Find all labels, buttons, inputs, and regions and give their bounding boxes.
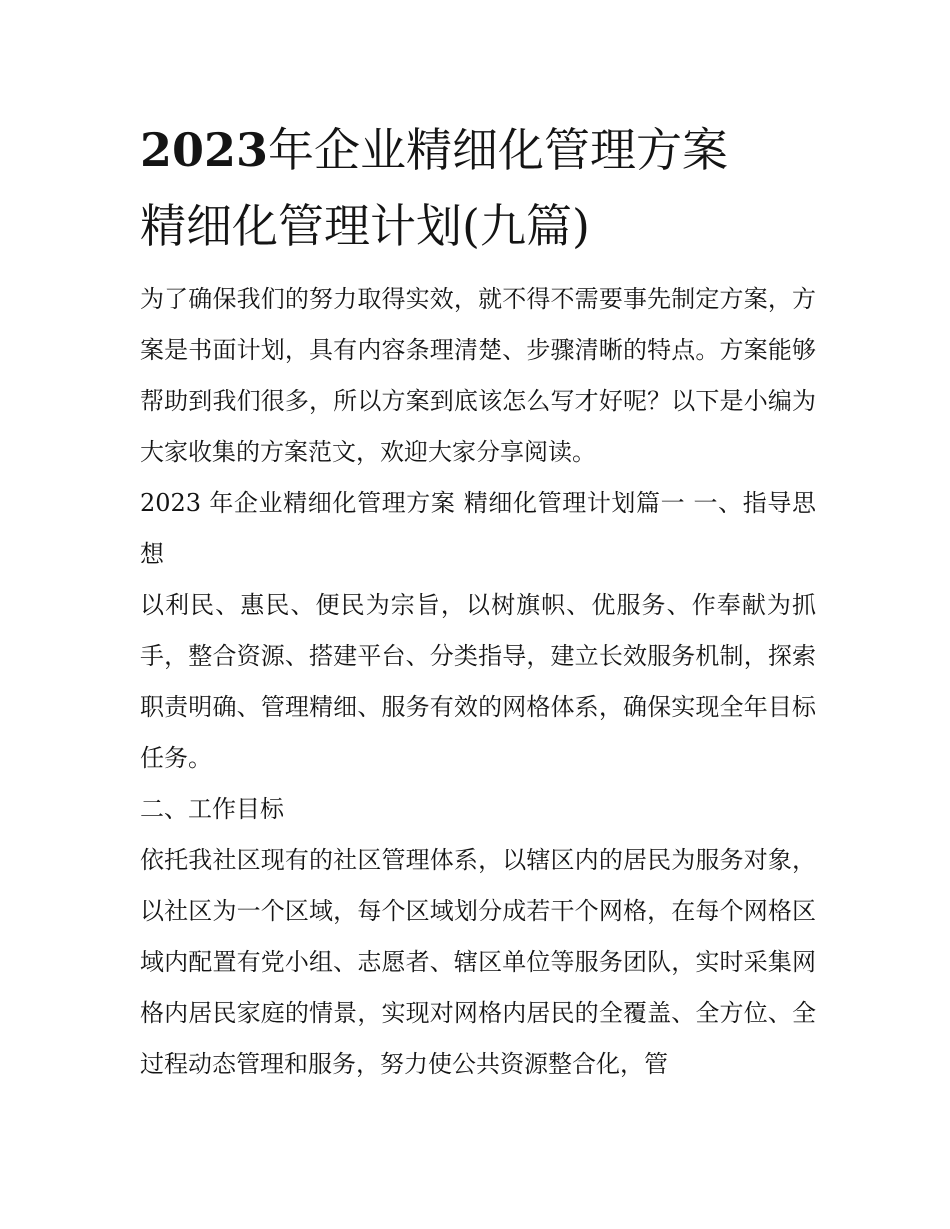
section-heading-work-goals: 二、工作目标 [140,795,284,823]
section-heading-guiding-ideology: 2023 年企业精细化管理方案 精细化管理计划篇一 一、指导思想 [140,489,816,568]
guiding-ideology-paragraph: 以利民、惠民、便民为宗旨，以树旗帜、优服务、作奉献为抓手，整合资源、搭建平台、分类指导，建立长效服务机制，探索职责明确、管理精细、服务有效的网格体系，确保实现全年目标任务。 [140,591,816,772]
intro-paragraph: 为了确保我们的努力取得实效，就不得不需要事先制定方案，方案是书面计划，具有内容条理清楚、步骤清晰的特点。方案能够帮助到我们很多，所以方案到底该怎么写才好呢？以下是小编为大家收集的方案范文，欢迎大家分享阅读。 [140,285,816,466]
work-goals-paragraph: 依托我社区现有的社区管理体系，以辖区内的居民为服务对象，以社区为一个区域，每个区域划分成若干个网格，在每个网格区域内配置有党小组、志愿者、辖区单位等服务团队，实时采集网格内居民家庭的情景，实现对网格内居民的全覆盖、全方位、全过程动态管理和服务，努力使公共资源整合化，管 [140,846,816,1078]
title-line-2: 精细化管理计划(九篇) [140,199,590,253]
title-line-1-text: 年企业精细化管理方案 [268,123,729,177]
document-content [140,112,816,1090]
title-year: 2023 [140,123,269,177]
title-line-1 [140,112,816,188]
document-title [140,112,816,264]
